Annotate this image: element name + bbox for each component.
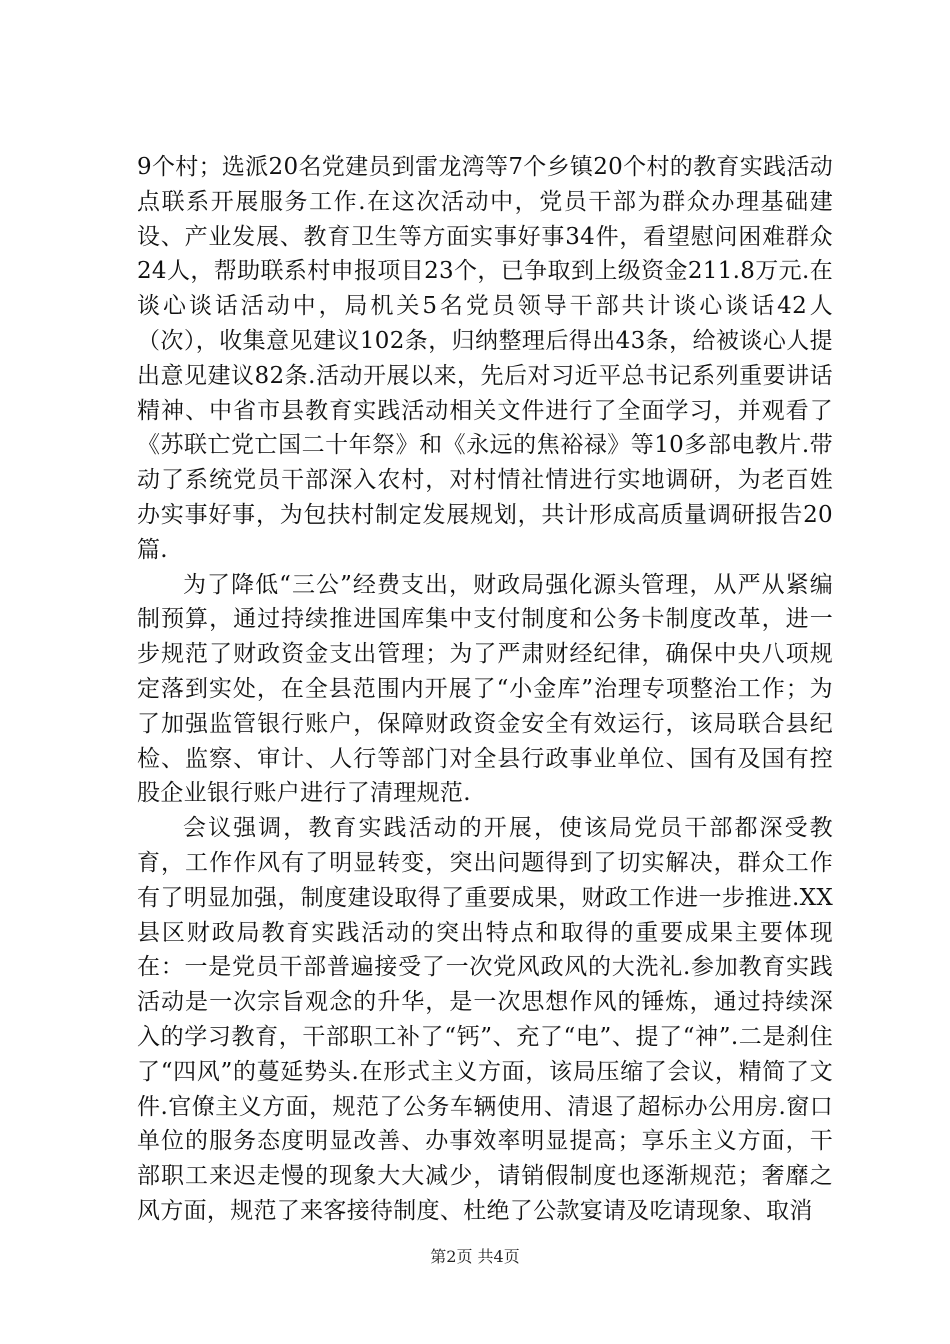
paragraph-3: 会议强调，教育实践活动的开展，使该局党员干部都深受教育，工作作风有了明显转变，突出问题得到了切实解决，群众工作有了明显加强，制度建设取得了重要成果，财政工作进一步推进.XX县区财政局教育实践活动的突出特点和取得的重要成果主要体现在：一是党员干部普遍接受了一次党风政风的大洗礼.参加教育实践活动是一次宗旨观念的升华，是一次思想作风的锤炼，通过持续深入的学习教育，干部职工补了“钙”、充了“电”、提了“神”.二是刹住了“四风”的蔓延势头.在形式主义方面，该局压缩了会议，精简了文件.官僚主义方面，规范了公务车辆使用、清退了超标办公用房.窗口单位的服务态度明显改善、办事效率明显提高；享乐主义方面，干部职工来迟走慢的现象大大减少，请销假制度也逐渐规范；奢靡之风方面，规范了来客接待制度、杜绝了公款宴请及吃请现象、取消 <box>137 815 833 1224</box>
document-body <box>137 150 833 1229</box>
paragraph-1: 9个村；选派20名党建员到雷龙湾等7个乡镇20个村的教育实践活动点联系开展服务工作.在这次活动中，党员干部为群众办理基础建设、产业发展、教育卫生等方面实事好事34件，看望慰问困难群众24人，帮助联系村申报项目23个，已争取到上级资金211.8万元.在谈心谈话活动中，局机关5名党员领导干部共计谈心谈话42人（次），收集意见建议102条，归纳整理后得出43条，给被谈心人提出意见建议82条.活动开展以来，先后对习近平总书记系列重要讲话精神、中省市县教育实践活动相关文件进行了全面学习，并观看了《苏联亡党亡国二十年祭》和《永远的焦裕禄》等10多部电教片.带动了系统党员干部深入农村，对村情社情进行实地调研，为老百姓办实事好事，为包扶村制定发展规划，共计形成高质量调研报告20篇. <box>137 154 833 563</box>
page-number-footer: 第2页 共4页 <box>430 1247 520 1266</box>
paragraph-2: 为了降低“三公”经费支出，财政局强化源头管理，从严从紧编制预算，通过持续推进国库集中支付制度和公务卡制度改革，进一步规范了财政资金支出管理；为了严肃财经纪律，确保中央八项规定落到实处，在全县范围内开展了“小金库”治理专项整治工作；为了加强监管银行账户，保障财政资金安全有效运行，该局联合县纪检、监察、审计、人行等部门对全县行政事业单位、国有及国有控股企业银行账户进行了清理规范. <box>137 571 833 807</box>
